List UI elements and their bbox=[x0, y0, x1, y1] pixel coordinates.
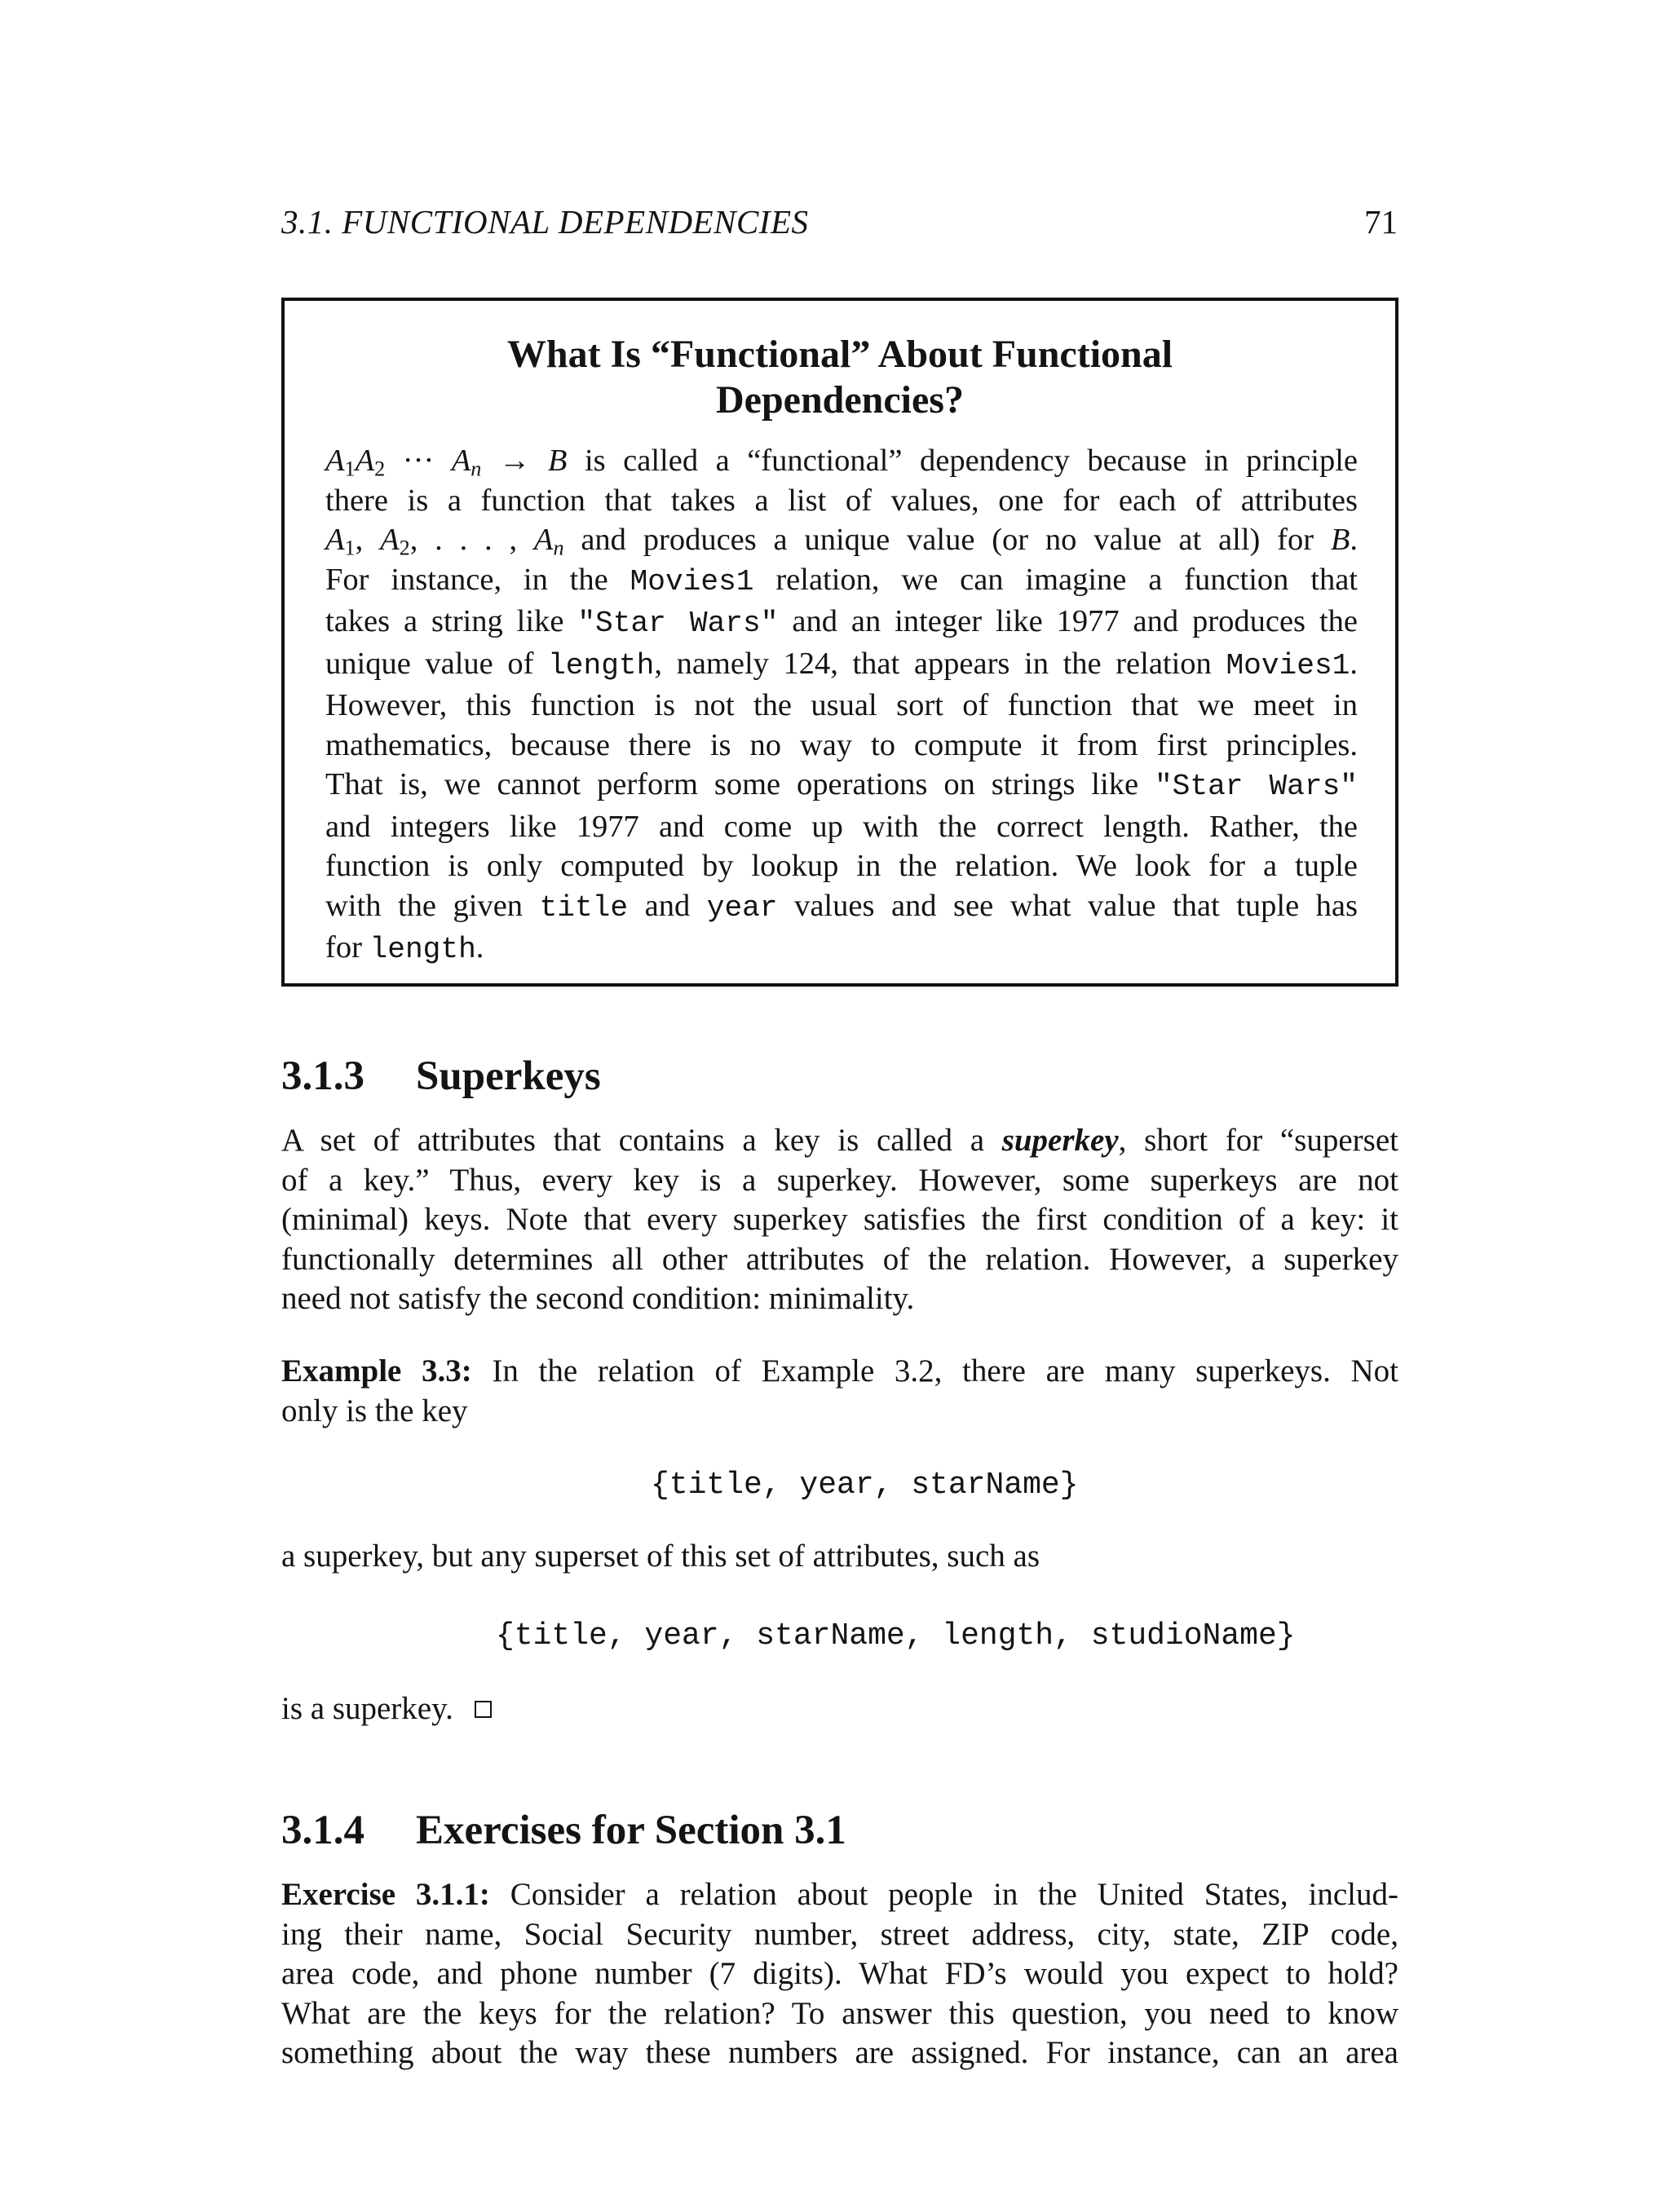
paragraph-line: A set of attributes that contains a key is called a superkey, short for “superset bbox=[281, 1123, 1398, 1158]
paragraph-line: of a key.” Thus, every key is a superkey. However, some superkeys are not bbox=[281, 1162, 1398, 1198]
display-key-set: {title, year, starName} bbox=[651, 1468, 1079, 1503]
paragraph-line: (minimal) keys. Note that every superkey satisfies the first condition of a key: it bbox=[281, 1202, 1398, 1237]
sidebar-body bbox=[325, 441, 1358, 970]
paragraph-line: only is the key bbox=[281, 1393, 468, 1428]
paragraph-line: Exercise 3.1.1: Consider a relation about people in the United States, includ- bbox=[281, 1877, 1398, 1912]
paragraph-line: need not satisfy the second condition: minimality. bbox=[281, 1281, 915, 1316]
example-conclusion bbox=[281, 1689, 1398, 1729]
section-number: 3.1.3 bbox=[281, 1053, 364, 1099]
sidebar-title-line-1: What Is “Functional” About Functional bbox=[506, 333, 1173, 376]
exercise-3-1-1 bbox=[281, 1875, 1398, 2073]
sidebar-line: with the given title and year values and see what value that tuple has bbox=[325, 888, 1358, 925]
sidebar-line: unique value of length, namely 124, that appears in the relation Movies1. bbox=[325, 646, 1359, 682]
paragraph-line: is a superkey. bbox=[281, 1689, 1398, 1729]
section-heading-exercises bbox=[281, 1806, 846, 1855]
running-header-title: 3.1. FUNCTIONAL DEPENDENCIES bbox=[281, 203, 809, 241]
superkey-paragraph bbox=[281, 1121, 1398, 1319]
paragraph-line: something about the way these numbers are assigned. For instance, can an area bbox=[281, 2035, 1398, 2070]
section-heading-superkeys bbox=[281, 1052, 601, 1101]
page-number: 71 bbox=[1364, 203, 1398, 241]
display-superset: {title, year, starName, length, studioName} bbox=[496, 1618, 1296, 1653]
paragraph-line: a superkey, but any superset of this set of attributes, such as bbox=[281, 1539, 1040, 1574]
sidebar-title bbox=[285, 332, 1395, 423]
sidebar-box bbox=[281, 298, 1398, 987]
sidebar-line: $A_1$, $A_2$, . . . , $A_n$ and produces a unique value (or no value at all) for B. bbox=[325, 523, 1359, 560]
exercise-label: Exercise 3.1.1: bbox=[281, 1877, 490, 1912]
section-title: Superkeys bbox=[416, 1053, 601, 1099]
sidebar-line: For instance, in the Movies1 relation, we can imagine a function that bbox=[325, 562, 1358, 598]
sidebar-line: $A_1A_2$ ··· $A_n \to B$ is called a “functional” dependency because in principle bbox=[325, 444, 1358, 481]
sidebar-line: That is, we cannot perform some operations on strings like "Star Wars" bbox=[325, 767, 1359, 803]
sidebar-line: and integers like 1977 and come up with the correct length. Rather, the bbox=[325, 809, 1358, 844]
sidebar-line: takes a string like "Star Wars" and an integer like 1977 and produces the bbox=[325, 604, 1358, 640]
qed-box-icon bbox=[475, 1701, 492, 1718]
paragraph-line: area code, and phone number (7 digits). What FD’s would you expect to hold? bbox=[281, 1956, 1398, 1991]
sidebar-line: function is only computed by lookup in the relation. We look for a tuple bbox=[325, 849, 1358, 883]
example-label: Example 3.3: bbox=[281, 1353, 472, 1389]
sidebar-title-line-2: Dependencies? bbox=[716, 378, 964, 422]
paragraph-line: functionally determines all other attributes of the relation. However, a superkey bbox=[281, 1241, 1398, 1277]
section-title: Exercises for Section 3.1 bbox=[416, 1808, 846, 1853]
sidebar-line: However, this function is not the usual sort of function that we meet in bbox=[325, 688, 1358, 722]
sidebar-line: for length. bbox=[325, 930, 484, 966]
sidebar-line: there is a function that takes a list of values, one for each of attributes bbox=[325, 483, 1358, 518]
example-3-3 bbox=[281, 1352, 1398, 1431]
example-continuation bbox=[281, 1537, 1398, 1577]
section-number: 3.1.4 bbox=[281, 1808, 364, 1853]
paragraph-line: ing their name, Social Security number, street address, city, state, ZIP code, bbox=[281, 1916, 1398, 1952]
paragraph-line: What are the keys for the relation? To answer this question, you need to know bbox=[281, 1995, 1398, 2031]
paragraph-line: Example 3.3: In the relation of Example 3.2, there are many superkeys. Not bbox=[281, 1353, 1398, 1389]
sidebar-line: mathematics, because there is no way to compute it from first principles. bbox=[325, 727, 1358, 762]
